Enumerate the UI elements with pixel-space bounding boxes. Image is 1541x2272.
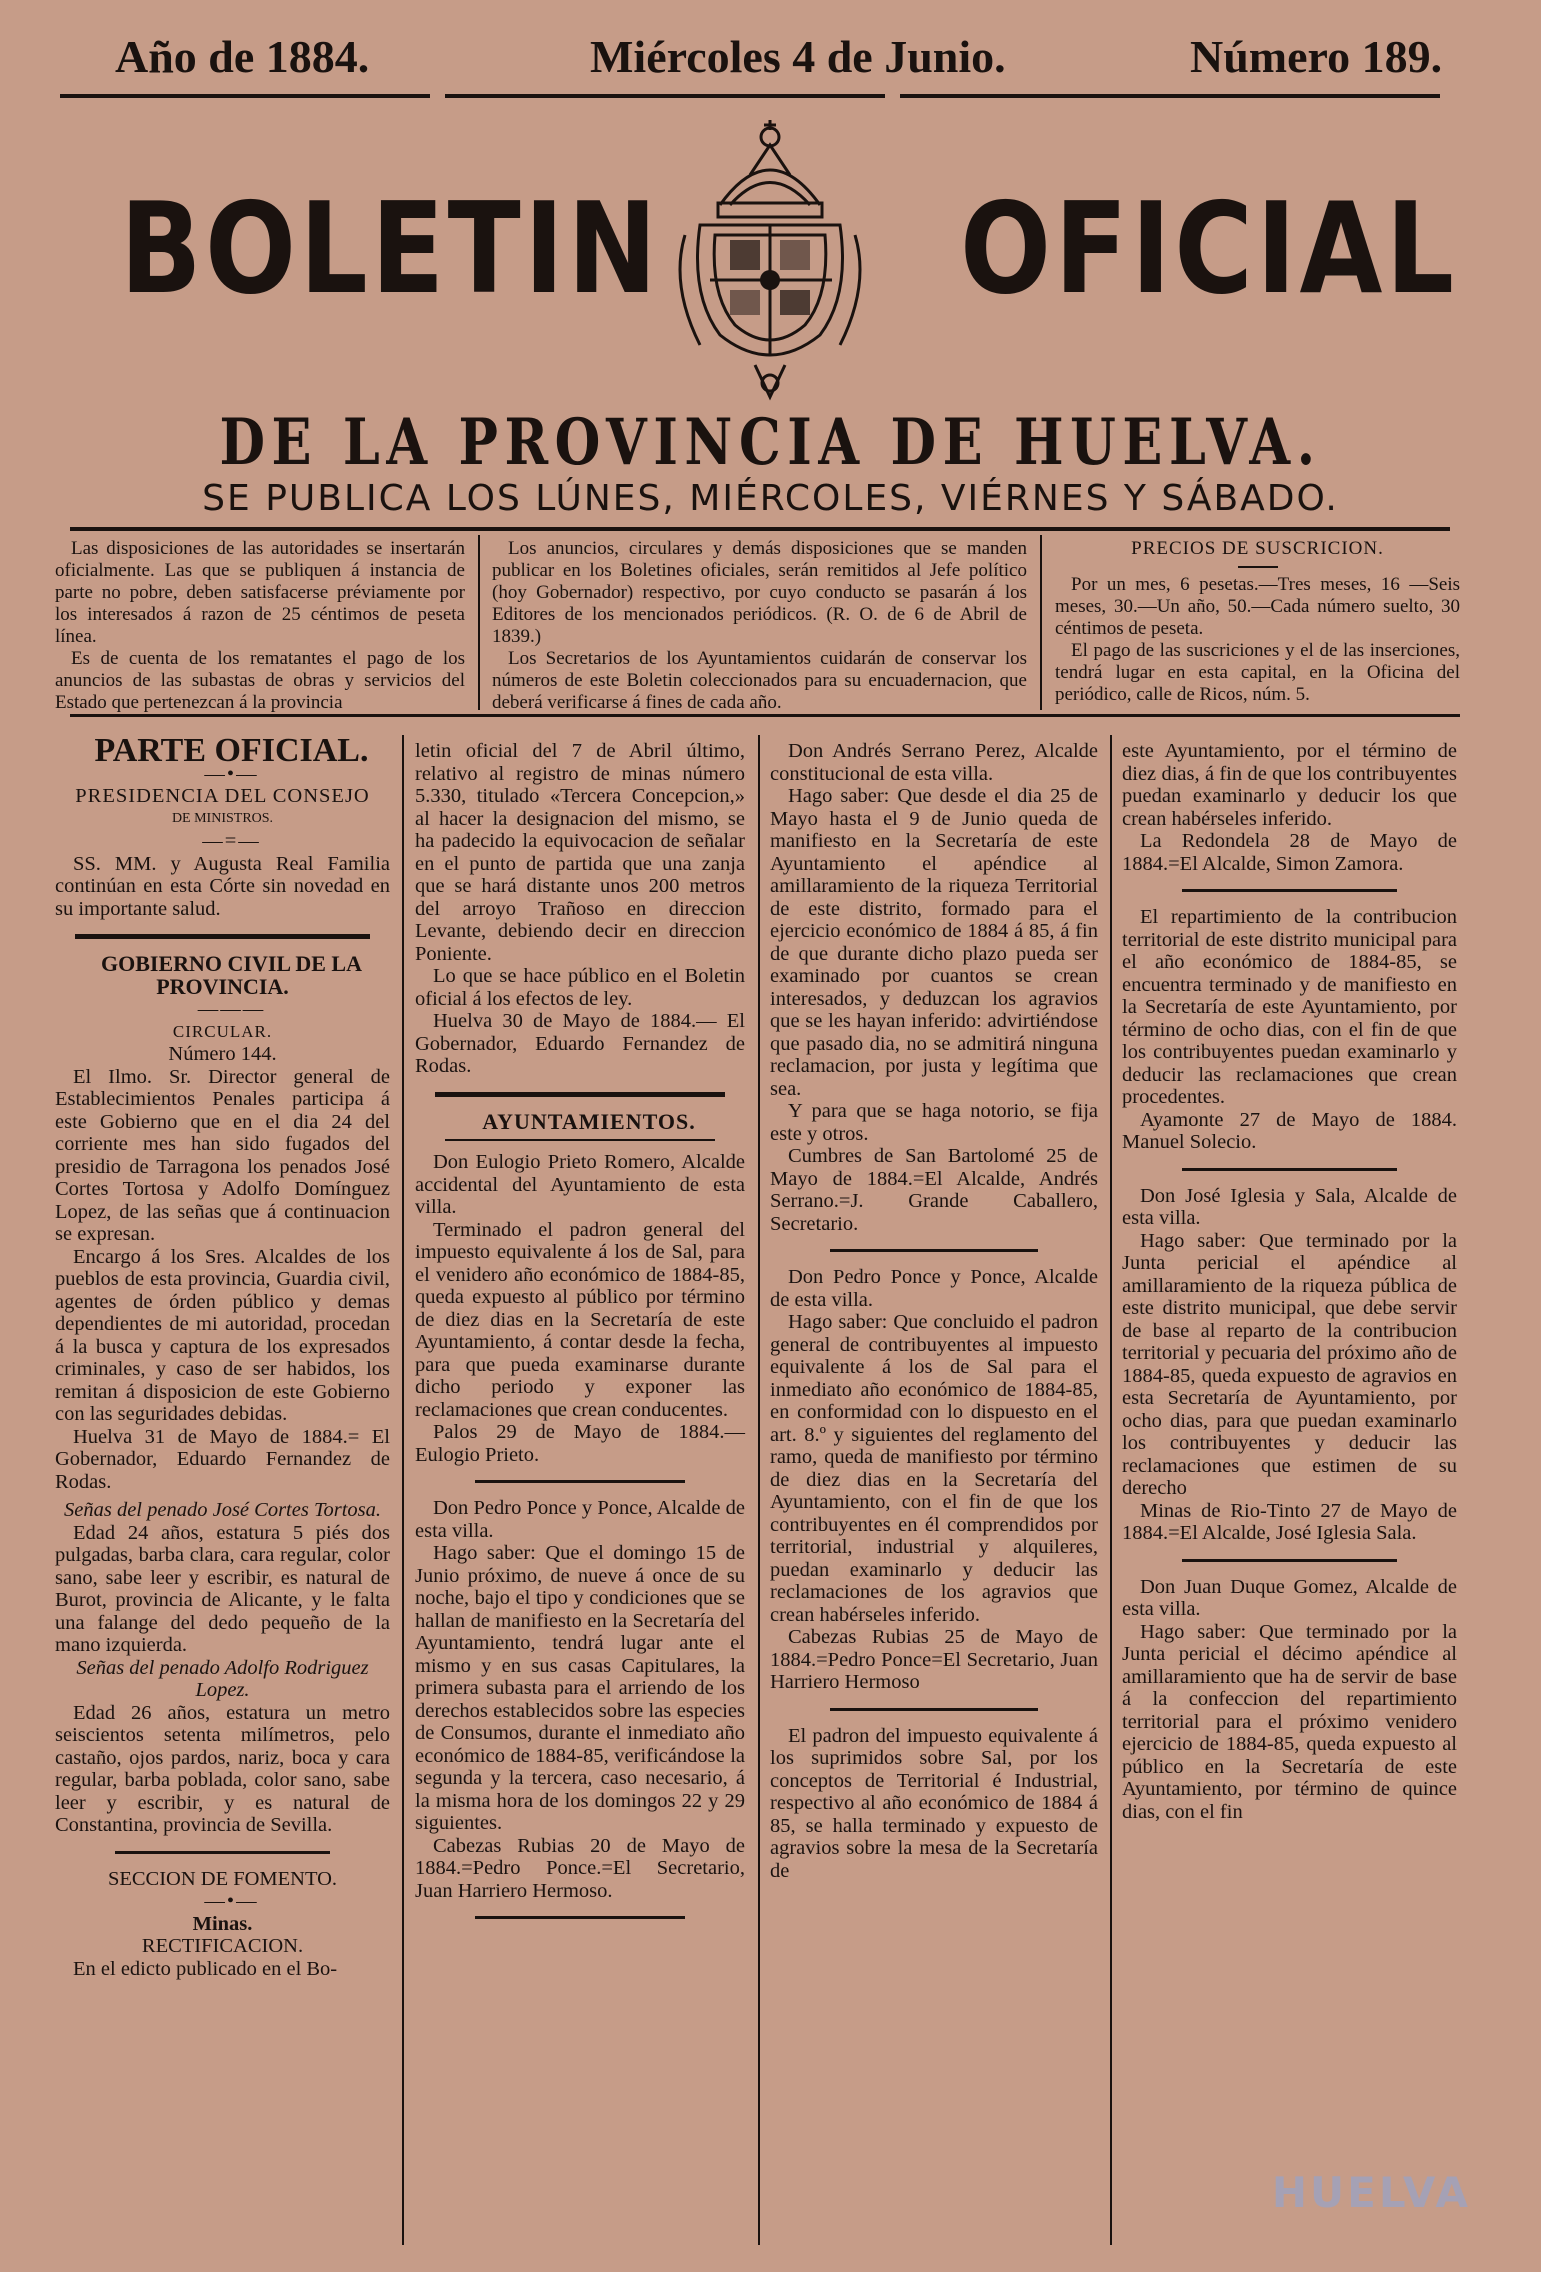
- ministros-heading: DE MINISTROS.: [171, 810, 274, 826]
- column-3: [770, 740, 1098, 1882]
- notice-middle: [492, 538, 1027, 714]
- ayuntamientos-heading: AYUNTAMIENTOS.: [482, 1108, 696, 1134]
- issue-year: Año de 1884.: [115, 31, 370, 82]
- fomento-heading: SECCION DE FOMENTO.: [107, 1867, 338, 1890]
- cumbres-signature: Cumbres de San Bartolomé 25 de Mayo de 1884.=El Alcalde, Andrés Serrano.=J. Grande Caballero, Secretario.: [770, 1145, 1098, 1235]
- duque-intro: Don Juan Duque Gomez, Alcalde de esta villa.: [1122, 1575, 1457, 1620]
- notice-middle-p2: Los Secretarios de los Ayuntamientos cuidarán de conservar los números de este Boletin coleccionados para su encuadernacion, que deberá verificarse á fines de cada año.: [492, 648, 1027, 713]
- cumbres-p3: Y para que se haga notorio, se fija este y otros.: [770, 1100, 1098, 1145]
- ornament: —•—: [204, 762, 259, 785]
- cabezas2-text: Hago saber: Que concluido el padron general de contribuyentes al impuesto equivalente á los de Sal para el inmediato año económico de 1884-85, en conformidad con lo dispuesto en el art. 8.º y siguientes del reglamento del ramo, queda de manifiesto por término de diez dias en la Secretaría del Ayuntamiento, con el fin de que los contribuyentes en él comprendidos por territorial, industrial y alquileres, puedan examinarlo y deducir las reclamaciones de los agravios que crean habérseles inferido.: [770, 1311, 1098, 1626]
- issue-number: Número 189.: [1190, 31, 1443, 82]
- masthead-boletin: BOLETIN: [120, 175, 661, 322]
- cabezas2-intro: Don Pedro Ponce y Ponce, Alcalde de esta villa.: [770, 1266, 1098, 1311]
- notice-divider-1: [478, 535, 480, 710]
- parte-oficial-heading: PARTE OFICIAL.: [94, 732, 369, 769]
- archive-stamp: HUELVA: [1271, 2168, 1471, 2217]
- cabezas2-signature: Cabezas Rubias 25 de Mayo de 1884.=Pedro Ponce=El Secretario, Juan Harriero Hermoso: [770, 1626, 1098, 1693]
- rectificacion-cont: letin oficial del 7 de Abril último, relativo al registro de minas número 5.330, titulado «Tercera Concepcion,» al hacer la designacion del mismo, se ha padecido la equivocacion de señalar en el punto de partida que una zanja que se hará distante unos 200 metros del arroyo Trañoso en direccion Levante, debiendo decir en direccion Poniente.: [415, 740, 745, 965]
- ayamonte-signature: Ayamonte 27 de Mayo de 1884. Manuel Solecio.: [1122, 1108, 1457, 1153]
- padron-text: El padron del impuesto equivalente á los suprimidos sobre Sal, por los conceptos de Territorial é Industrial, respectivo al año económico de 1884 á 85, se halla terminado y expuesto de agravios sobre la mesa de la Secretaría de: [770, 1724, 1098, 1882]
- masthead-oficial: OFICIAL: [960, 175, 1458, 322]
- column-divider-3: [1110, 735, 1112, 2245]
- senas-2-text: Edad 26 años, estatura un metro seiscientos setenta milímetros, pelo castaño, ojos pardos, nariz, boca y cara regular, barba poblada, color sano, sabe leer y escribir, y es natural de Constantina, provincia de Sevilla.: [55, 1701, 390, 1836]
- cabezas-intro: Don Pedro Ponce y Ponce, Alcalde de esta villa.: [415, 1497, 745, 1542]
- section-separator: [435, 1092, 725, 1097]
- ornament: ———: [197, 998, 266, 1020]
- gobierno-heading: GOBIERNO CIVIL DE LA PROVINCIA.: [100, 951, 362, 999]
- ornament: —=—: [202, 830, 261, 852]
- rectificacion-p2: Lo que se hace público en el Boletin oficial á los efectos de ley.: [415, 965, 745, 1010]
- presidencia-text: SS. MM. y Augusta Real Familia continúan en esta Córte sin novedad en su importante salud.: [55, 852, 390, 920]
- section-separator: [115, 1851, 330, 1854]
- issue-date: Miércoles 4 de Junio.: [590, 31, 1006, 82]
- riotinto-intro: Don José Iglesia y Sala, Alcalde de esta villa.: [1122, 1184, 1457, 1229]
- duque-text: Hago saber: Que terminado por la Junta pericial el décimo apéndice al amillaramiento que ha de servir de base á la confeccion del repartimiento territorial para el próximo venidero ejercicio de 1884-85, queda expuesto al público en la Secretaría de este Ayuntamiento, por término de quince dias, con el fin: [1122, 1620, 1457, 1823]
- column-2: [415, 740, 745, 1933]
- masthead-subtitle: DE LA PROVINCIA DE HUELVA.: [219, 405, 1322, 480]
- riotinto-text: Hago saber: Que terminado por la Junta pericial el apéndice al amillaramiento de la riqueza pública de este distrito municipal, que debe servir de base al reparto de la contribucion territorial y pecuaria del próximo año de 1884-85, queda expuesto de agravios en esta Secretaría de Ayuntamiento, por ocho dias, para que puedan examinarlo los contribuyentes y deducir las reclamaciones que estimen de su derecho: [1122, 1229, 1457, 1499]
- circular-heading: CIRCULAR.: [172, 1021, 273, 1041]
- circular-p2: Encargo á los Sres. Alcaldes de los pueblos de esta provincia, Guardia civil, agentes de órden público y demas dependientes de mi autoridad, procedan á la busca y captura de los expresados criminales, y caso de ser habidos, los remitan á disposicion de este Gobierno con las seguridades debidas.: [55, 1245, 390, 1425]
- circular-p3: Huelva 31 de Mayo de 1884.= El Gobernador, Eduardo Fernandez de Rodas.: [55, 1425, 390, 1493]
- senas-1-heading: Señas del penado José Cortes Tortosa.: [64, 1499, 381, 1521]
- rectificacion-signature: Huelva 30 de Mayo de 1884.— El Gobernador, Eduardo Fernandez de Rodas.: [415, 1010, 745, 1077]
- notices-rule: [70, 714, 1460, 717]
- section-separator: [445, 1139, 715, 1141]
- palos-intro: Don Eulogio Prieto Romero, Alcalde accidental del Ayuntamiento de esta villa.: [415, 1151, 745, 1218]
- senas-1-text: Edad 24 años, estatura 5 piés dos pulgadas, barba clara, cara regular, color sano, sabe leer y escribir, es natural de Burot, provincia de Alicante, y le falta una falange del dedo pequeño de la mano izquierda.: [55, 1521, 390, 1656]
- column-1: [55, 732, 390, 1980]
- column-divider-1: [402, 735, 404, 2245]
- section-separator: [475, 1916, 685, 1919]
- riotinto-signature: Minas de Rio-Tinto 27 de Mayo de 1884.=El Alcalde, José Iglesia Sala.: [1122, 1499, 1457, 1544]
- cabezas-text: Hago saber: Que el domingo 15 de Junio próximo, de nueve á once de su noche, bajo el tipo y condiciones que se hallan de manifiesto en la Secretaría del Ayuntamiento, tendrá lugar ante el mismo y en sus casas Capitulares, la primera subasta para el arriendo de los derechos establecidos sobre las especies de Consumos, durante el inmediato año económico de 1884-85, verificándose la segunda y la tercera, caso necesario, á la misma hora de los domingos 22 y 29 siguientes.: [415, 1542, 745, 1834]
- minas-heading: Minas.: [192, 1912, 253, 1935]
- rectificacion-start: En el edicto publicado en el Bo-: [73, 1957, 338, 1980]
- notice-left-p1: Las disposiciones de las autoridades se insertarán oficialmente. Las que se publiquen á instancia de parte no pobre, deben satisfacerse préviamente por los interesados á razon de 25 céntimos de peseta línea.: [55, 538, 465, 647]
- redondela-cont: este Ayuntamiento, por el término de diez dias, á fin de que los contribuyentes puedan examinarlo y deducir los que crean habérseles inferido.: [1122, 740, 1457, 830]
- masthead-rule: [70, 527, 1450, 531]
- header-rule-right: [900, 94, 1440, 98]
- column-4: [1122, 740, 1457, 1823]
- cabezas-signature: Cabezas Rubias 20 de Mayo de 1884.=Pedro Ponce.=El Secretario, Juan Harriero Hermoso.: [415, 1834, 745, 1902]
- coat-of-arms-icon: [660, 115, 880, 405]
- section-separator: [830, 1249, 1038, 1252]
- section-separator: [830, 1708, 1038, 1711]
- section-separator: [75, 934, 370, 939]
- notice-middle-p1: Los anuncios, circulares y demás disposiciones que se manden publicar en los Boletines oficiales, serán remitidos al Jefe político (hoy Gobernador) respectivo, por cuyo conducto se pasarán á los Editores de los mencionados periódicos. (R. O. de 6 de Abril de 1839.): [492, 538, 1027, 647]
- section-separator: [475, 1480, 685, 1483]
- notice-left: [55, 538, 465, 714]
- ayamonte-text: El repartimiento de la contribucion territorial de este distrito municipal para el año económico de 1884-85, se encuentra terminado y de manifiesto en la Secretaría de este Ayuntamiento, por término de ocho dias, con el fin de que los contribuyentes puedan examinarlo y deducir las reclamaciones que crean procedentes.: [1122, 906, 1457, 1108]
- palos-text: Terminado el padron general del impuesto equivalente á los de Sal, para el venidero año económico de 1884-85, queda expuesto al público por término de diez dias en la Secretaría de este Ayuntamiento, á contar desde la fecha, para que pueda examinarse durante dicho periodo y exponer las reclamaciones que crean conducentes.: [415, 1218, 745, 1421]
- circular-p1: El Ilmo. Sr. Director general de Establecimientos Penales participa á este Gobierno que en el dia 24 del corriente mes han sido fugados del presidio de Tarragona los penados José Cortes Tortosa y Adolfo Domínguez Lopez, de las señas que á continuacion se expresan.: [55, 1065, 390, 1245]
- cumbres-text: Hago saber: Que desde el dia 25 de Mayo hasta el 9 de Junio queda de manifiesto en la Secretaría de este Ayuntamiento el apéndice al amillaramiento de la riqueza Territorial de este distrito, formado para el ejercicio económico de 1884 á 85, á fin de que durante dicho plazo pueda ser examinado por cuantos se crean interesados, y deduzcan los agravios que se les hayan inferido: advirtiéndose que pasado dia, no se admitirá ninguna reclamacion, por justa y legítima que sea.: [770, 785, 1098, 1100]
- column-divider-2: [758, 735, 760, 2245]
- ornament: —•—: [204, 1890, 259, 1912]
- rectificacion-heading: RECTIFICACION.: [141, 1935, 304, 1957]
- redondela-signature: La Redondela 28 de Mayo de 1884.=El Alcalde, Simon Zamora.: [1122, 830, 1457, 875]
- notice-right-p1: Por un mes, 6 pesetas.—Tres meses, 16 —Seis meses, 30.—Un año, 50.—Cada número suelto, 30 céntimos de peseta.: [1055, 574, 1460, 639]
- senas-2-heading: Señas del penado Adolfo Rodriguez Lopez.: [76, 1656, 369, 1701]
- section-separator: [1182, 1168, 1397, 1171]
- header-rule-middle: [445, 94, 885, 98]
- publication-days: SE PUBLICA LOS LÚNES, MIÉRCOLES, VIÉRNES Y SÁBADO.: [202, 478, 1339, 519]
- subscription-title: PRECIOS DE SUSCRICION.: [1131, 538, 1384, 559]
- notice-divider-2: [1040, 535, 1042, 710]
- notice-right-p2: El pago de las suscriciones y el de las inserciones, tendrá lugar en esta capital, en la Oficina del periódico, calle de Ricos, núm. 5.: [1055, 640, 1460, 705]
- presidencia-heading: PRESIDENCIA DEL CONSEJO: [75, 785, 370, 807]
- notice-right: [1055, 538, 1460, 706]
- palos-signature: Palos 29 de Mayo de 1884.— Eulogio Prieto.: [415, 1421, 745, 1466]
- cumbres-intro: Don Andrés Serrano Perez, Alcalde constitucional de esta villa.: [770, 740, 1098, 785]
- section-separator: [1182, 889, 1397, 892]
- section-separator: [1182, 1559, 1397, 1562]
- header-rule-left: [60, 94, 430, 98]
- subscription-rule: [1238, 566, 1278, 568]
- circular-number: Número 144.: [168, 1043, 277, 1065]
- notice-left-p2: Es de cuenta de los rematantes el pago de los anuncios de las subastas de obras y servicios del Estado que pertenezcan á la provincia: [55, 648, 465, 713]
